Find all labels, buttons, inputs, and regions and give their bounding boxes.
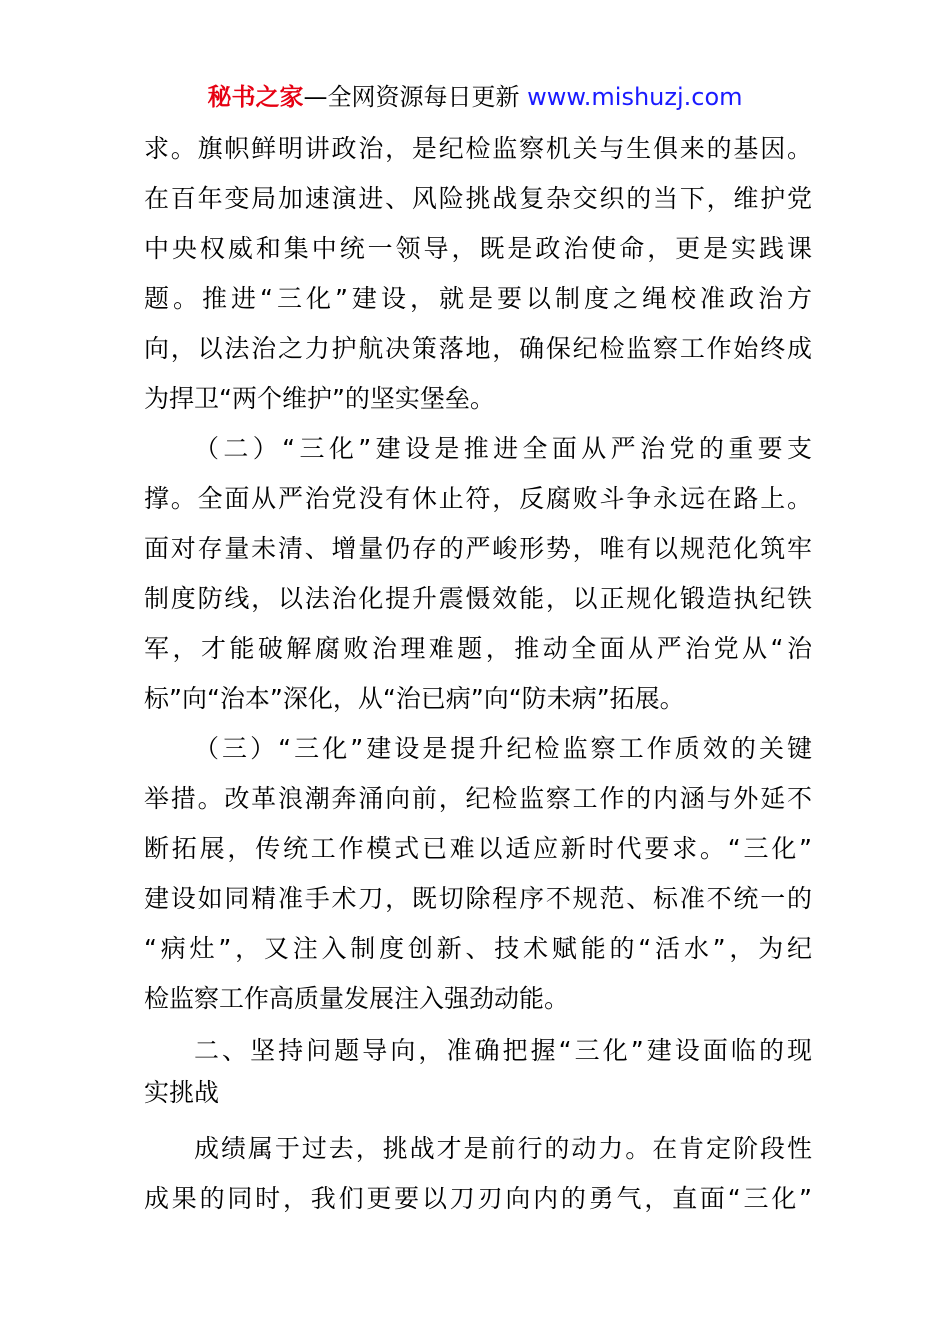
site-tagline: —全网资源每日更新 [303, 83, 528, 111]
paragraph-4 [144, 1124, 812, 1224]
text-line: 建设如同精准手术刀，既切除程序不规范、标准不统一的 [144, 884, 812, 913]
text-line: 面对存量未清、增量仍存的严峻形势，唯有以规范化筑牢 [144, 534, 812, 563]
text-line: 题。推进“三化”建设，就是要以制度之绳校准政治方 [144, 284, 812, 313]
heading-line: 实挑战 [144, 1078, 220, 1107]
text-line: 在百年变局加速演进、风险挑战复杂交织的当下，维护党 [144, 184, 812, 213]
text-line: 中央权威和集中统一领导，既是政治使命，更是实践课 [144, 234, 812, 263]
text-line: 求。旗帜鲜明讲政治，是纪检监察机关与生俱来的基因。 [144, 134, 812, 163]
document-body [144, 124, 812, 1224]
text-line: 成果的同时，我们更要以刀刃向内的勇气，直面“三化” [144, 1184, 812, 1213]
text-line: 成绩属于过去，挑战才是前行的动力。在肯定阶段性 [194, 1134, 812, 1163]
text-line: 举措。改革浪潮奔涌向前，纪检监察工作的内涵与外延不 [144, 784, 812, 813]
text-line: “病灶”，又注入制度创新、技术赋能的“活水”，为纪 [144, 934, 812, 963]
heading-line: 二、坚持问题导向，准确把握“三化”建设面临的现 [194, 1036, 812, 1065]
text-line: 向，以法治之力护航决策落地，确保纪检监察工作始终成 [144, 334, 812, 363]
paragraph-2 [144, 424, 812, 724]
site-url-link[interactable]: www.mishuzj.com [527, 83, 743, 111]
text-line: 检监察工作高质量发展注入强劲动能。 [144, 984, 570, 1013]
text-line: （二）“三化”建设是推进全面从严治党的重要支 [194, 434, 812, 463]
text-line: 军，才能破解腐败治理难题，推动全面从严治党从“治 [144, 634, 812, 663]
text-line: 撑。全面从严治党没有休止符，反腐败斗争永远在路上。 [144, 484, 812, 513]
text-line: 标”向“治本”深化，从“治已病”向“防未病”拓展。 [144, 684, 685, 713]
site-header [0, 80, 950, 114]
text-line: （三）“三化”建设是提升纪检监察工作质效的关键 [194, 734, 812, 763]
text-line: 制度防线，以法治化提升震慑效能，以正规化锻造执纪铁 [144, 584, 812, 613]
site-brand: 秘书之家 [207, 83, 304, 111]
paragraph-3 [144, 724, 812, 1024]
text-line: 为捍卫“两个维护”的坚实堡垒。 [144, 384, 495, 413]
paragraph-1 [144, 124, 812, 424]
section-heading [144, 1030, 812, 1114]
text-line: 断拓展，传统工作模式已难以适应新时代要求。“三化” [144, 834, 812, 863]
